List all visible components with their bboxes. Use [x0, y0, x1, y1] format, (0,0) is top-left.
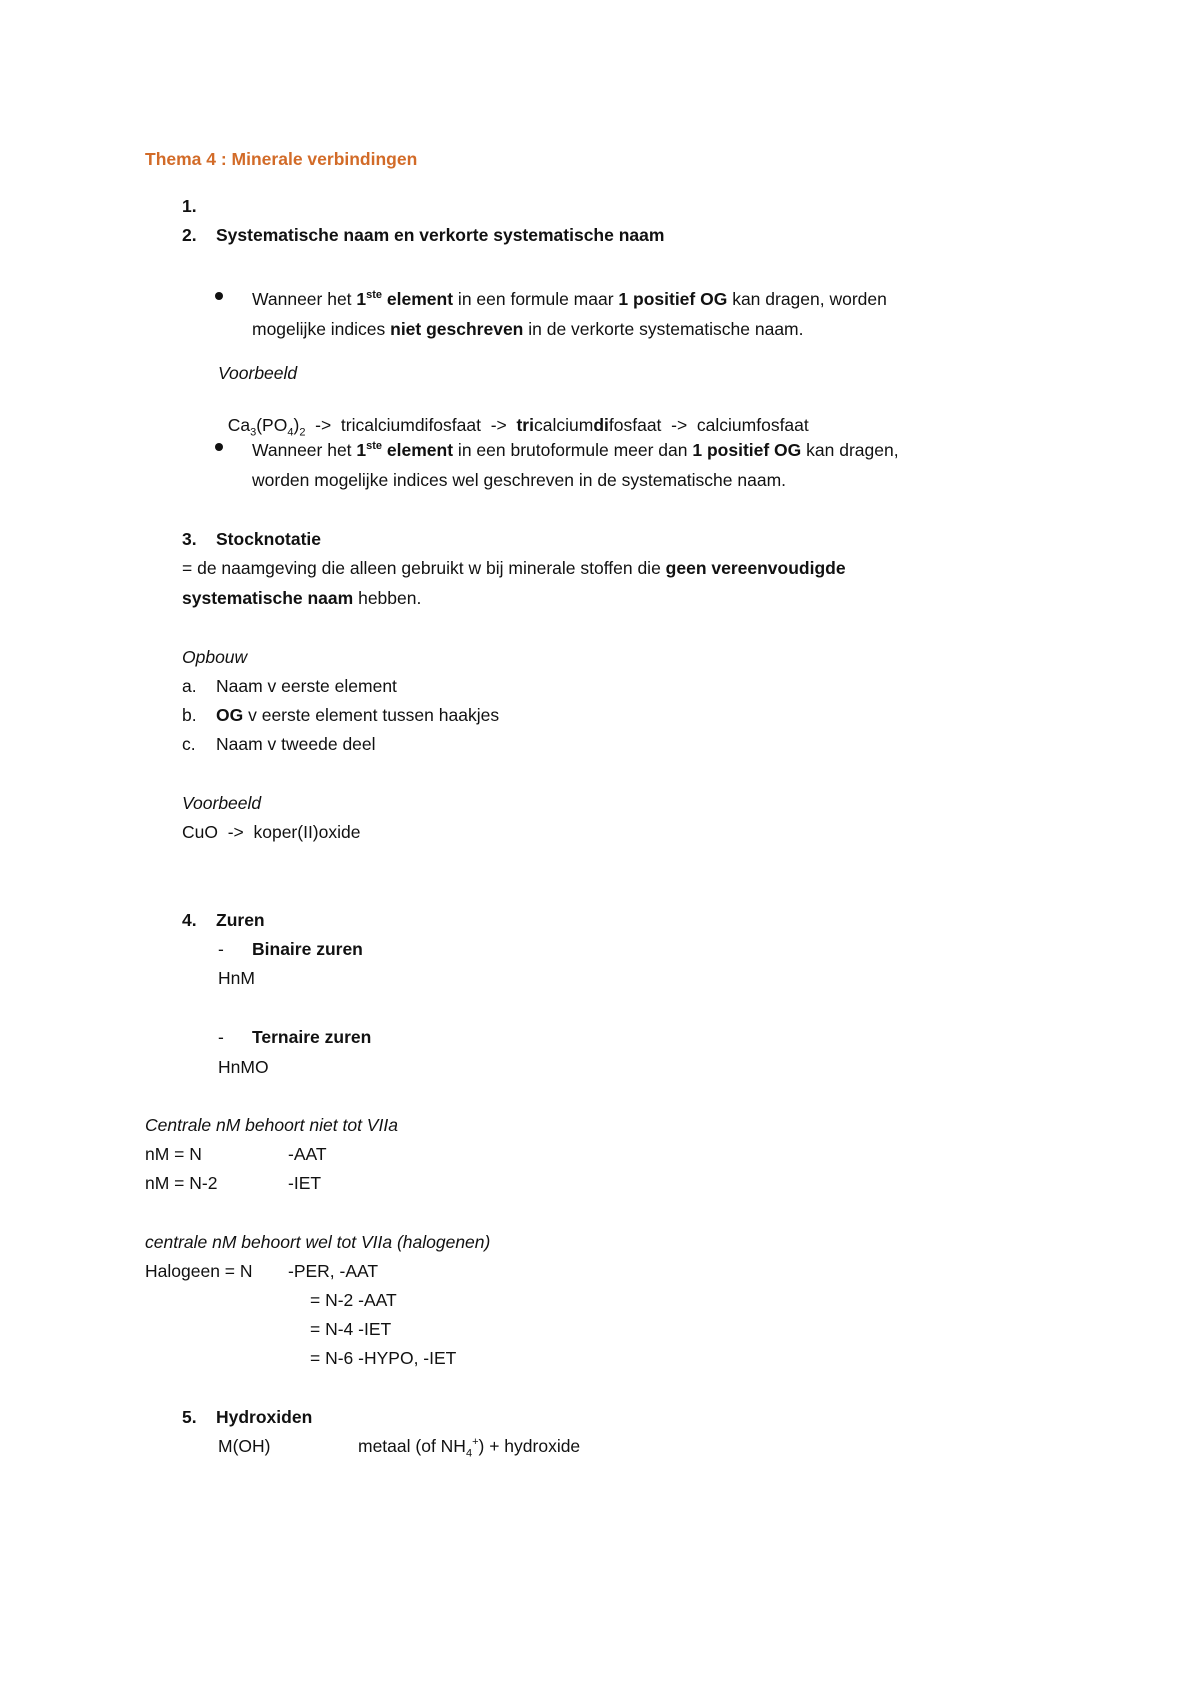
- s4-rule-2-right: -IET: [288, 1173, 322, 1193]
- s3-definition-line-2: systematische naam hebben.: [182, 588, 422, 608]
- s3-definition-line-1: = de naamgeving die alleen gebruikt w bij minerale stoffen die geen vereenvoudigde: [182, 558, 846, 578]
- s4-halogeen-rule-2: = N-2 -AAT: [310, 1290, 397, 1310]
- section-4-title: Zuren: [216, 910, 265, 930]
- section-2-title: Systematische naam en verkorte systematische naam: [216, 225, 665, 245]
- s4-halogeen-left: Halogeen = N: [145, 1261, 253, 1281]
- s4-ternaire-heading: - Ternaire zuren: [218, 1027, 372, 1047]
- s3-list-item-c: c. Naam v tweede deel: [182, 734, 376, 754]
- s4-binaire-formula: HnM: [218, 968, 255, 988]
- s2-bullet-2-line-1: Wanneer het 1ste element in een brutoformule meer dan 1 positief OG kan dragen,: [252, 440, 899, 460]
- s4-ternaire-formula: HnMO: [218, 1057, 269, 1077]
- section-5-title: Hydroxiden: [216, 1407, 313, 1427]
- s3-list-item-a: a. Naam v eerste element: [182, 676, 397, 696]
- section-3-heading: [182, 528, 321, 550]
- s4-halogeen-rule-3: = N-4 -IET: [310, 1319, 392, 1339]
- section-4-number: 4.: [182, 910, 197, 930]
- page-title: Thema 4 : Minerale verbindingen: [145, 149, 418, 169]
- bullet-icon: [215, 443, 223, 451]
- s2-example-formula: $Ca_3(PO_4)_2$ -> tricalciumdifosfaat -> tricalciumdifosfaat -> calciumfosfaat: [227, 415, 809, 439]
- s4-rule-2-left: nM = N-2: [145, 1173, 218, 1193]
- s4-central-viia: centrale nM behoort wel tot VIIa (halogenen): [145, 1232, 491, 1252]
- section-1: [182, 195, 216, 217]
- section-3-title: Stocknotatie: [216, 529, 322, 549]
- s3-example-label: Voorbeeld: [182, 793, 262, 813]
- s2-example-label: Voorbeeld: [218, 363, 298, 383]
- s3-list-item-b: b. OG v eerste element tussen haakjes: [182, 705, 500, 725]
- s4-halogeen-right: -PER, -AAT: [288, 1261, 379, 1281]
- section-5-heading: [182, 1406, 312, 1428]
- section-4-heading: [182, 909, 265, 931]
- s2-bullet-2-line-2: worden mogelijke indices wel geschreven in de systematische naam.: [252, 470, 787, 490]
- s5-description: metaal (of $NH_4^+$) + hydroxide: [358, 1436, 581, 1460]
- section-5-number: 5.: [182, 1407, 197, 1427]
- s5-formula: M(OH): [218, 1436, 271, 1456]
- s4-central-not-viia: Centrale nM behoort niet tot VIIa: [145, 1115, 398, 1135]
- bullet-icon: [215, 292, 223, 300]
- section-3-number: 3.: [182, 529, 197, 549]
- s3-example: CuO -> koper(II)oxide: [182, 822, 361, 842]
- s4-binaire-heading: - Binaire zuren: [218, 939, 363, 959]
- section-1-number: 1.: [182, 196, 197, 216]
- section-2-heading: [182, 224, 664, 246]
- s3-opbouw-label: Opbouw: [182, 647, 248, 667]
- section-2-number: 2.: [182, 225, 197, 245]
- s4-halogeen-rule-4: = N-6 -HYPO, -IET: [310, 1348, 457, 1368]
- s4-rule-1-right: -AAT: [288, 1144, 327, 1164]
- s2-bullet-1-line-2: mogelijke indices niet geschreven in de verkorte systematische naam.: [252, 319, 804, 339]
- s4-rule-1-left: nM = N: [145, 1144, 202, 1164]
- s2-bullet-1-line-1: Wanneer het 1ste element in een formule maar 1 positief OG kan dragen, worden: [252, 289, 887, 309]
